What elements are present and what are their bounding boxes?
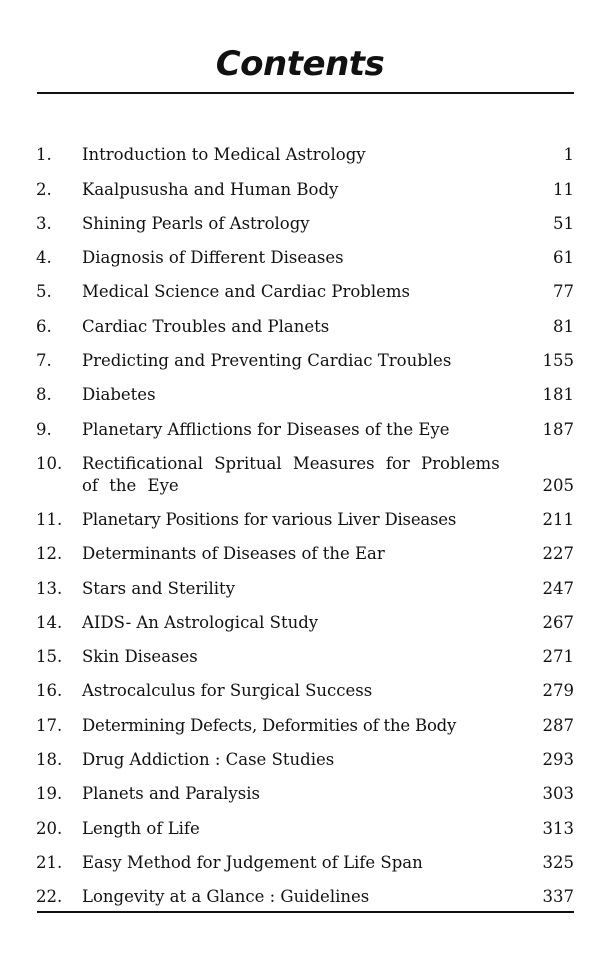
entry-page: 1	[563, 145, 574, 165]
contents-entry	[36, 846, 574, 880]
entry-page: 325	[542, 852, 574, 872]
entry-number: 4.	[36, 248, 52, 268]
entry-page: 187	[542, 419, 574, 439]
entry-page: 11	[553, 179, 574, 199]
entry-page: 227	[542, 544, 574, 564]
entry-title: Longevity at a Glance : Guidelines	[82, 887, 370, 907]
contents-entry	[36, 241, 574, 275]
contents-entry	[36, 503, 574, 537]
entry-number: 12.	[36, 544, 63, 564]
entry-page: 287	[542, 715, 574, 735]
entry-number: 14.	[36, 612, 63, 632]
contents-entry	[36, 447, 574, 503]
entry-number: 20.	[36, 818, 63, 838]
entry-number: 9.	[36, 419, 52, 439]
entry-number: 19.	[36, 784, 63, 804]
entry-title: Shining Pearls of Astrology	[82, 213, 310, 233]
contents-entry	[36, 777, 574, 811]
bottom-divider	[37, 911, 574, 913]
contents-entry	[36, 344, 574, 378]
contents-entry	[36, 172, 574, 206]
entry-title: Rectificational Spritual Measures for Problems of the Eye	[82, 453, 500, 495]
entry-number: 6.	[36, 316, 52, 336]
contents-entry	[36, 138, 574, 172]
entry-title: AIDS- An Astrological Study	[82, 612, 319, 632]
entry-page: 267	[542, 612, 574, 632]
entry-page: 279	[542, 681, 574, 701]
entry-title: Easy Method for Judgement of Life Span	[82, 852, 423, 872]
entry-title: Predicting and Preventing Cardiac Troubles	[82, 351, 452, 371]
contents-entry	[36, 537, 574, 571]
contents-entry	[36, 378, 574, 412]
entry-number: 5.	[36, 282, 52, 302]
contents-entry	[36, 743, 574, 777]
entry-page: 313	[542, 818, 574, 838]
entry-number: 10.	[36, 453, 63, 473]
entry-title: Planetary Afflictions for Diseases of the Eye	[82, 419, 450, 439]
contents-entry	[36, 571, 574, 605]
entry-page: 211	[542, 509, 574, 529]
entry-number: 3.	[36, 213, 52, 233]
page-title: Contents	[215, 44, 385, 84]
entry-number: 22.	[36, 887, 63, 907]
entry-number: 13.	[36, 578, 63, 598]
contents-entry	[36, 606, 574, 640]
entry-page: 77	[553, 282, 574, 302]
entry-number: 16.	[36, 681, 63, 701]
entry-number: 11.	[36, 509, 63, 529]
contents-entry	[36, 708, 574, 742]
contents-entry	[36, 640, 574, 674]
entry-page: 181	[542, 385, 574, 405]
entry-title: Determinants of Diseases of the Ear	[82, 544, 385, 564]
entry-title: Skin Diseases	[82, 647, 198, 667]
entry-title: Diagnosis of Different Diseases	[82, 248, 344, 268]
top-divider	[37, 92, 574, 94]
contents-entry	[36, 811, 574, 845]
entry-page: 81	[553, 316, 574, 336]
entry-number: 7.	[36, 351, 52, 371]
entry-title: Medical Science and Cardiac Problems	[82, 282, 410, 302]
contents-entry	[36, 412, 574, 446]
entry-title: Planets and Paralysis	[82, 784, 260, 804]
entry-title: Stars and Sterility	[82, 578, 236, 598]
entry-title: Astrocalculus for Surgical Success	[82, 681, 373, 701]
entry-number: 18.	[36, 750, 63, 770]
entry-title: Determining Defects, Deformities of the Body	[82, 715, 457, 735]
entry-title: Introduction to Medical Astrology	[82, 145, 366, 165]
contents-entry	[36, 309, 574, 343]
entry-page: 271	[542, 647, 574, 667]
entry-title: Length of Life	[82, 818, 200, 838]
contents-list	[36, 138, 574, 914]
entry-number: 15.	[36, 647, 63, 667]
entry-page: 155	[542, 351, 574, 371]
entry-title: Planetary Positions for various Liver Diseases	[82, 509, 457, 529]
entry-page: 205	[542, 475, 574, 495]
entry-page: 51	[553, 213, 574, 233]
entry-page: 61	[553, 248, 574, 268]
entry-number: 21.	[36, 852, 63, 872]
entry-number: 1.	[36, 145, 52, 165]
entry-page: 247	[542, 578, 574, 598]
entry-page: 293	[542, 750, 574, 770]
entry-title: Kaalpususha and Human Body	[82, 179, 339, 199]
entry-page: 303	[542, 784, 574, 804]
entry-title: Drug Addiction : Case Studies	[82, 750, 335, 770]
contents-entry	[36, 880, 574, 914]
entry-number: 2.	[36, 179, 52, 199]
entry-title: Cardiac Troubles and Planets	[82, 316, 330, 336]
entry-page: 337	[542, 887, 574, 907]
entry-title: Diabetes	[82, 385, 156, 405]
entry-number: 17.	[36, 715, 63, 735]
contents-entry	[36, 674, 574, 708]
contents-entry	[36, 207, 574, 241]
contents-entry	[36, 275, 574, 309]
entry-number: 8.	[36, 385, 52, 405]
